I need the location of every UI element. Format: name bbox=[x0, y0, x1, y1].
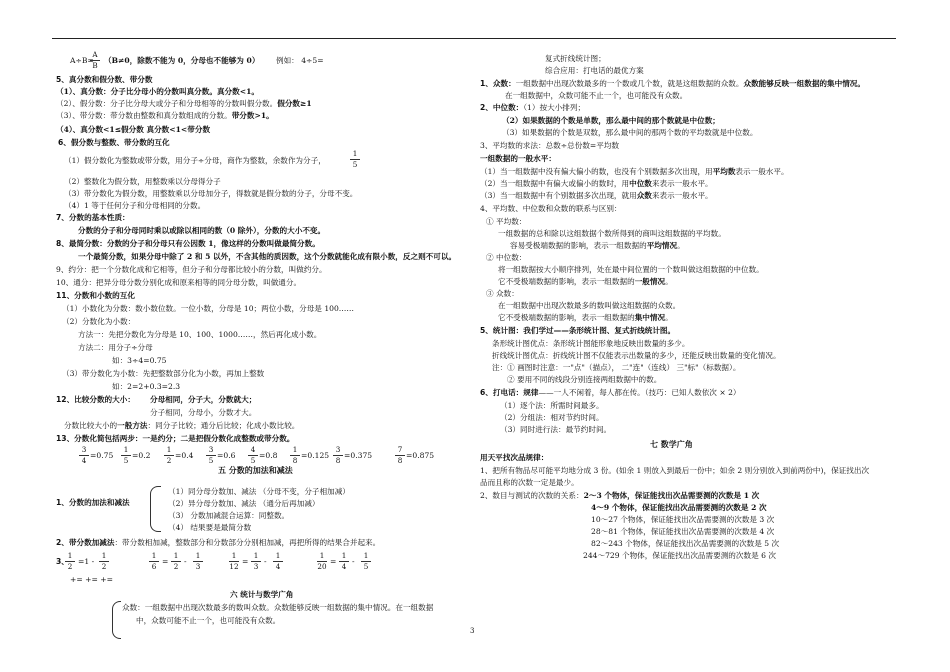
right-5-a: 条形统计图优点：条形统计图能形象地反映出数量的多少。 bbox=[492, 339, 690, 348]
division-rule: （B≠0，除数不能为 0，分母也不能够为 0） bbox=[104, 56, 260, 65]
chapter-5-s1: 1、分数的加法和减法 bbox=[56, 498, 130, 507]
plus-equals-row: += += += bbox=[70, 575, 114, 584]
conversion-fraction: 3 5 bbox=[205, 446, 217, 465]
section-12-rule-c: 分数比较大小的一般方法：同分子比较；通分后比较；化成小数比较。 bbox=[64, 421, 300, 430]
right-2-c: （3）如果数据的个数是双数，那么最中间的那两个数的平均数就是中位数。 bbox=[502, 128, 758, 137]
section-7-title: 7、分数的基本性质： bbox=[56, 213, 130, 222]
conversion-fraction: 1 2 bbox=[163, 446, 175, 465]
right-5-d: ② 要用不同的线段分别连接两组数据中的数。 bbox=[507, 375, 662, 384]
right-1-line-b: 在一组数据中，众数可能不止一个，也可能没有众数。 bbox=[505, 91, 688, 100]
chapter-5-s2: 2、带分数加减法：带分数相加减，整数部分和分数部分分别相加减，再把所得的结果合并起来。 bbox=[56, 538, 381, 547]
right-3: 3、平均数的求法：总数÷总份数=平均数 bbox=[480, 141, 620, 150]
conversion-fraction: 3 4 bbox=[78, 446, 90, 465]
section-6-line-3: （3）带分数化为假分数，用整数乘以分母加分子，得数就是假分数的分子，分母不变。 bbox=[64, 189, 358, 198]
section-6-line-1: （1）假分数化为整数或带分数，用分子÷分母，商作为整数，余数作为分子， bbox=[64, 156, 326, 165]
chapter-5-b1: （1）同分母分数加、减法 （分母不变，分子相加减） bbox=[168, 487, 350, 496]
section-5-line-2: （2）、假分数：分子比分母大或分子和分母相等的分数叫假分数。假分数≥1 bbox=[56, 99, 312, 108]
expression-fraction: 1 2 bbox=[64, 552, 76, 571]
conversion-value: =0.875 bbox=[406, 451, 435, 460]
chapter-5-b2: （2）异分母分数加、减法 （通分后再加减） bbox=[168, 499, 320, 508]
section-8-line-1: 一个最简分数，如果分母中除了 2 和 5 以外，不含其他的质因数，这个分数就能化成有限小数，反之则不可以。 bbox=[78, 252, 457, 261]
expression-fraction: 1 4 bbox=[272, 552, 284, 571]
page-number: 3 bbox=[470, 627, 475, 635]
fraction-a-b: A B bbox=[89, 51, 101, 70]
right-4-m3: ③ 众数： bbox=[486, 289, 519, 298]
weigh-row-3: 28～81 个物体，保证能找出次品需要测的次数是 4 次 bbox=[591, 527, 775, 536]
right-2-b: （2）如果数据的个数是单数，那么最中间的那个数就是中位数； bbox=[502, 116, 720, 125]
expression-operator: - bbox=[264, 557, 267, 566]
section-5-line-4: （4）、真分数<1≤假分数 真分数<1<带分数 bbox=[56, 125, 211, 134]
right-2-title: 2、中位数：（1）按大小排列； bbox=[480, 103, 586, 112]
right-4-m3a: 在一组数据中出现次数最多的数叫做这组数据的众数。 bbox=[498, 301, 681, 310]
section-11-line-1: （1）小数化为分数：数小数位数。一位小数，分母是 10；两位小数，分母是 100…… bbox=[62, 304, 354, 313]
conversion-value: =0.4 bbox=[175, 451, 194, 460]
chapter-5-b4: （4） 结果要是最简分数 bbox=[168, 523, 252, 532]
section-13: 13、分数化简包括两步：一是约分；二是把假分数化成整数或带分数。 bbox=[56, 434, 295, 443]
conversion-value: =0.125 bbox=[301, 451, 330, 460]
section-11-line-3: 方法一：先把分数化为分母是 10、100、1000……，然后再化成小数。 bbox=[78, 330, 322, 339]
chapter-7-p1: 1、把所有物品尽可能平均地分成 3 份。(如余 1 则放入到最后一份中；如余 2 则分别放入到前两份中)，保证找出次 bbox=[480, 466, 870, 475]
section-11-line-2: （2）分数化为小数： bbox=[62, 317, 136, 326]
expression-fraction: 1 2 bbox=[98, 552, 110, 571]
expression-operator: =1 - bbox=[78, 557, 95, 566]
right-5-b: 折线统计图优点：折线统计图不仅能表示出数量的多少，还能反映出数量的变化情况。 bbox=[492, 351, 781, 360]
section-12-rule-b: 分子相同，分母小，分数才大。 bbox=[150, 408, 257, 417]
right-top-a: 复式折线统计图； bbox=[545, 54, 606, 63]
section-12-rule-a: 分母相同，分子大，分数就大； bbox=[150, 395, 257, 404]
right-4-title: 4、平均数、中位数和众数的联系与区别： bbox=[480, 204, 622, 213]
right-4-m1a: 一组数据的总和除以这组数据个数所得到的商叫这组数据的平均数。 bbox=[498, 229, 726, 238]
expression-fraction: 1 20 bbox=[317, 551, 327, 571]
chapter-7-p2: 2、数目与测试的次数的关系：2～3 个物体，保证能找出次品需要测的次数是 1 次 bbox=[480, 491, 760, 500]
expression-fraction: 1 6 bbox=[148, 552, 160, 571]
conversion-value: =0.75 bbox=[90, 451, 114, 460]
conversion-fraction: 4 5 bbox=[247, 446, 259, 465]
right-6-title: 6、打电话：规律——一人不闲着，每人都在传。（技巧：已知人数依次 × 2） bbox=[480, 388, 741, 397]
right-top-b: 综合应用：打电话的最优方案 bbox=[545, 66, 644, 75]
section-5-title: 5、真分数和假分数、带分数 bbox=[56, 75, 153, 84]
section-12-title: 12、比较分数的大小： bbox=[56, 395, 135, 404]
section-6-title: 6、假分数与整数、带分数的互化 bbox=[58, 138, 170, 147]
section-6-line-4: （4）1 等于任何分子和分母相同的分数。 bbox=[64, 201, 206, 210]
right-4-m2a: 将一组数据按大小顺序排列，处在最中间位置的一个数叫做这组数据的中位数。 bbox=[498, 265, 764, 274]
expression-operator: = bbox=[242, 557, 249, 566]
section-9: 9、约分：把一个分数化成和它相等，但分子和分母都比较小的分数，叫做约分。 bbox=[56, 265, 327, 274]
brace-left bbox=[150, 486, 161, 532]
weigh-row-1: 4～9 个物体，保证能找出次品需要测的次数是 2 次 bbox=[591, 503, 767, 512]
section-11-line-6: （3）带分数化为小数：先把整数部分化为小数，再加上整数 bbox=[62, 369, 265, 378]
expression-fraction: 1 2 bbox=[170, 552, 182, 571]
section-10: 10、通分：把异分母分数分别化成和原来相等的同分母分数，叫做通分。 bbox=[56, 278, 302, 287]
expression-operator: = bbox=[330, 557, 337, 566]
weigh-row-5: 244～729 个物体，保证能找出次品需要测的次数是 6 次 bbox=[583, 551, 776, 560]
expression-operator: - bbox=[352, 557, 355, 566]
section-11-line-7: 如：2=2+0.3=2.3 bbox=[112, 382, 181, 391]
conversion-value: =0.6 bbox=[217, 451, 236, 460]
expression-fraction: 1 12 bbox=[229, 551, 239, 571]
right-5-title: 5、统计图：我们学过——条形统计图、复式折线统计图。 bbox=[480, 326, 676, 335]
expression-fraction: 1 4 bbox=[338, 552, 350, 571]
expression-fraction: 1 3 bbox=[250, 552, 262, 571]
right-4-m2b: 它不受极端数据的影响，表示一组数据的一般情况。 bbox=[498, 277, 673, 286]
chapter-5-title: 五 分数的加法和减法 bbox=[218, 466, 293, 475]
weigh-row-2: 10～27 个物体，保证能找出次品需要测的次数是 3 次 bbox=[591, 515, 775, 524]
conversion-value: =0.2 bbox=[132, 451, 151, 460]
chapter-7-title: 七 数学广角 bbox=[650, 440, 693, 449]
section-5-line-1: （1）、真分数：分子比分母小的分数叫真分数。真分数<1。 bbox=[56, 87, 259, 96]
brace-mode bbox=[112, 601, 121, 639]
section-5-line-3: （3）、带分数：带分数由整数和真分数组成的分数。带分数>1。 bbox=[56, 111, 274, 120]
expression-operator: - bbox=[184, 557, 187, 566]
expression-fraction: 1 3 bbox=[192, 552, 204, 571]
expression-operator: = bbox=[162, 557, 169, 566]
right-level-c: （3）当一组数据中有个别数据多次出现，就用众数来表示一般水平。 bbox=[480, 191, 713, 200]
right-1-line-a: 1、众数：一组数据中出现次数最多的一个数或几个数，就是这组数据的众数。众数能够反映一组数据的集中情况。 bbox=[480, 79, 865, 88]
section-7-line-1: 分数的分子和分母同时乘以或除以相同的数（0 除外），分数的大小不变。 bbox=[78, 226, 326, 235]
right-level-title: 一组数据的一般水平： bbox=[480, 154, 556, 163]
chapter-5-s3: 3、 bbox=[56, 557, 69, 566]
right-6-b: （2）分组法：相对节约时间。 bbox=[500, 413, 604, 422]
division-prefix: A÷B= bbox=[70, 56, 94, 65]
chapter-6-mode-a: 众数：一组数据中出现次数最多的数叫众数。众数能够反映一组数据的集中情况。在一组数据 bbox=[122, 603, 434, 612]
conversion-fraction: 7 8 bbox=[394, 446, 406, 465]
right-6-c: （3）同时进行法：最节约时间。 bbox=[500, 425, 612, 434]
right-4-m3b: 它不受极端数据的影响，表示一组数据的集中情况。 bbox=[498, 313, 673, 322]
chapter-6-title: 六 统计与数学广角 bbox=[230, 590, 294, 599]
section-8-title: 8、最简分数：分数的分子和分母只有公因数 1，像这样的分数叫做最简分数。 bbox=[56, 239, 320, 248]
right-4-m1b: 容易受极端数据的影响，表示一组数据的平均情况。 bbox=[510, 241, 685, 250]
conversion-fraction: 3 8 bbox=[332, 446, 344, 465]
section-11-line-5: 如：3÷4=0.75 bbox=[112, 356, 167, 365]
conversion-value: =0.375 bbox=[344, 451, 373, 460]
chapter-5-b3: （3） 分数加减混合运算：同整数。 bbox=[168, 511, 290, 520]
section-11-title: 11、分数和小数的互化 bbox=[56, 291, 135, 300]
conversion-fraction: 1 8 bbox=[289, 446, 301, 465]
fraction-1-5: 1 5 bbox=[349, 150, 361, 169]
right-6-a: （1）逐个法：所需时间最多。 bbox=[500, 401, 604, 410]
chapter-7-p1b: 品而且称的次数一定是最少。 bbox=[480, 478, 579, 487]
weigh-row-4: 82～243 个物体，保证能找出次品需要测的次数是 5 次 bbox=[591, 539, 780, 548]
expression-fraction: 1 5 bbox=[360, 552, 372, 571]
section-6-line-2: （2）整数化为假分数，用整数乘以分母得分子 bbox=[64, 177, 221, 186]
conversion-value: =0.8 bbox=[259, 451, 278, 460]
right-level-a: （1）当一组数据中没有偏大偏小的数，也没有个别数据多次出现，用平均数表示一般水平。 bbox=[480, 167, 789, 176]
chapter-7-sub: 用天平找次品规律： bbox=[480, 453, 549, 462]
chapter-6-mode-b: 中，众数可能不止一个，也可能没有众数。 bbox=[136, 616, 281, 625]
right-4-m1: ① 平均数： bbox=[486, 217, 527, 226]
right-level-b: （2）当一组数据中有偏大或偏小的数时，用中位数来表示一般水平。 bbox=[480, 179, 713, 188]
division-example: 例如： 4÷5= bbox=[276, 56, 324, 65]
top-rule bbox=[52, 38, 896, 39]
right-4-m2: ② 中位数： bbox=[486, 253, 527, 262]
section-11-line-4: 方法二：用分子÷分母 bbox=[78, 343, 153, 352]
conversion-fraction: 1 5 bbox=[120, 446, 132, 465]
right-5-c: 注：① 画图时注意：一"点"（描点）， 二"连"（连线） 三"标"（标数据）。 bbox=[492, 363, 741, 372]
